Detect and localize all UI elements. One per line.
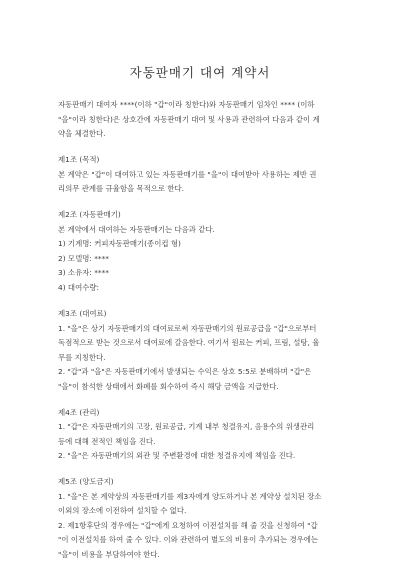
section-line: 4) 대여수량: <box>58 282 99 292</box>
section-line: 3) 소유자: **** <box>58 268 109 278</box>
section-line: 2. 제1항후단의 경우에는 "갑"에게 요청하여 이전설치를 해 줄 것을 신청하여 "갑 <box>58 520 318 530</box>
intro-line: 자동판매기 대여자 ****(이하 "갑"이라 칭한다)와 자동판매기 임차인 **** (이하 <box>58 100 315 109</box>
section-line: 무를 지칭한다. <box>58 352 106 362</box>
intro-line: "을"이라 칭한다)은 상호간에 자동판매기 대여 및 사용과 관련하여 다음과 같이 계 <box>58 114 320 124</box>
section-heading: 제3조 (대여료) <box>58 309 107 319</box>
section-line: 본 계약에서 대여하는 자동판매기는 다음과 같다. <box>58 224 215 234</box>
section-line: 1. "을"은 본 계약상의 자동판매기를 제3자에게 양도하거나 본 계약상 설치된 장소 <box>58 491 322 501</box>
section-line: 본 계약은 "갑"이 대여하고 있는 자동판매기를 "을"이 대여받아 사용하는 제반 권 <box>58 169 317 179</box>
section-line: 독점적으로 받는 것으로서 대여료에 갈음한다. 여기서 원료는 커피, 프림, 설탕, 율 <box>58 338 320 348</box>
section-line: 리의무 관계를 규율함을 목적으로 한다. <box>58 184 184 194</box>
section-line: "이 이전설치를 하여 줄 수 있다. 이와 관련하여 별도의 비용이 추가되는 경우에는 <box>58 535 319 545</box>
section-line: 2. "갑"과 "을"은 자동판매기에서 발생되는 수익은 상호 5:5로 분배하며 "갑"은 <box>58 367 312 377</box>
section-line: "을"이 참석한 상태에서 화폐를 회수하여 즉시 해당 금액을 지급한다. <box>58 381 279 391</box>
section-line: 1. "을"은 상기 자동판매기의 대여료로써 자동판매기의 원료공급을 "갑"으로부터 <box>58 323 317 333</box>
section-heading: 제5조 (양도금지) <box>58 477 114 487</box>
section-line: 1. "갑"은 자동판매기의 고장, 원료공급, 기계 내부 청결유지, 음용수의 위생관리 <box>58 422 315 432</box>
section-line: "을"이 비용을 부담하여야 한다. <box>58 550 160 559</box>
section-line: 2. "을"은 자동판매기의 외관 및 주변환경에 대한 청결유지에 책임을 진다. <box>58 451 296 461</box>
section-line: 2) 모델명: **** <box>58 253 109 263</box>
intro-line: 약을 체결한다. <box>58 129 106 139</box>
section-line: 이외의 장소에 이전하여 설치할 수 없다. <box>58 506 187 516</box>
section-heading: 제1조 (목적) <box>58 155 100 165</box>
section-line: 1) 기계명: 커피자동판매기(종이컵 형) <box>58 239 181 249</box>
section-heading: 제4조 (관리) <box>58 407 100 417</box>
section-heading: 제2조 (자동판매기) <box>58 210 121 220</box>
document-title: 자동판매기 대여 계약서 <box>129 65 271 80</box>
section-line: 등에 대해 전적인 책임을 진다. <box>58 436 156 446</box>
